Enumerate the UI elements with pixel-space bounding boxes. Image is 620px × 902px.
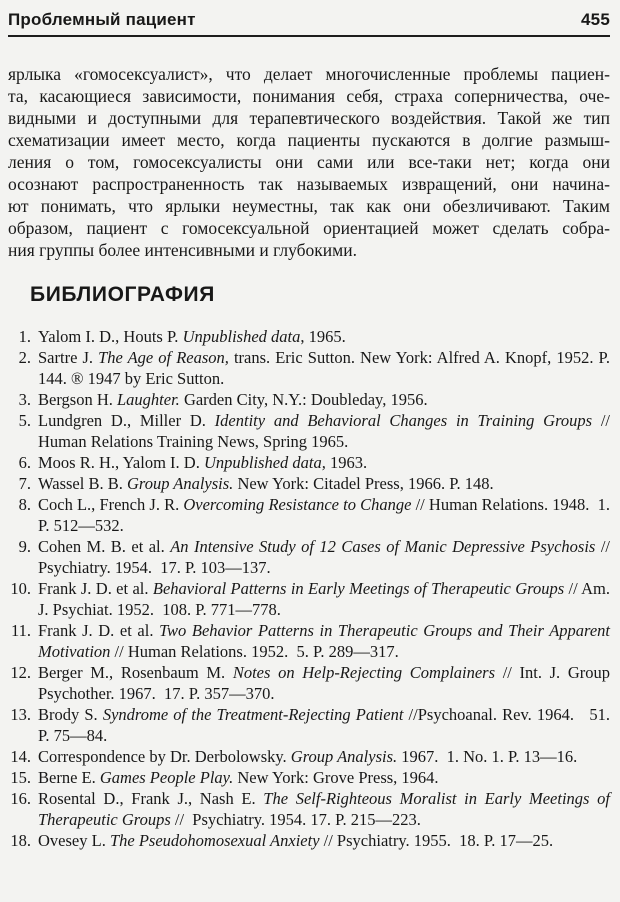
entry-number: 15. xyxy=(10,768,31,787)
bibliography-entry xyxy=(8,746,610,767)
entry-title-italic: Behavioral Patterns in Early Meetings of Therapeutic Groups xyxy=(152,579,565,598)
bibliography-entry xyxy=(8,326,610,347)
bibliography-entry xyxy=(8,662,610,704)
entry-text-segment: New York: Grove Press, 1964. xyxy=(233,768,439,787)
entry-text-segment: Berger M., Rosenbaum M. xyxy=(38,663,233,682)
bibliography-entry xyxy=(8,410,610,452)
entry-number: 1. xyxy=(18,327,31,346)
entry-text-segment: Moos R. H., Yalom I. D. xyxy=(38,453,204,472)
entry-title-italic: Unpublished data, xyxy=(203,453,326,472)
entry-title-italic: The Pseudohomosexual Anxiety xyxy=(109,831,320,850)
entry-text-segment: // Int. J. Group Psychother. 1967. 17. P. 357—370. xyxy=(38,663,610,703)
entry-text xyxy=(38,473,610,494)
entry-title-italic: Group Analysis. xyxy=(126,474,234,493)
entry-text xyxy=(38,389,610,410)
entry-text xyxy=(38,788,610,830)
entry-text xyxy=(38,620,610,662)
entry-text-segment: trans. Eric Sutton. New York: Alfred A. Knopf, 1952. P. 144. ® 1947 by Eric Sutton. xyxy=(38,348,610,388)
paragraph-line: ют понимать, что ярлыки неуместны, так как они обезличивают. Таким xyxy=(8,196,610,216)
page-header xyxy=(8,8,610,32)
entry-text-segment: Yalom I. D., Houts P. xyxy=(38,327,183,346)
entry-text-segment: Cohen M. B. et al. xyxy=(38,537,171,556)
entry-text xyxy=(38,326,610,347)
bibliography-heading: БИБЛИОГРАФИЯ xyxy=(30,283,215,306)
entry-text-segment: Brody S. xyxy=(38,705,103,724)
entry-title-italic: Games People Play. xyxy=(99,768,234,787)
entry-text-segment: Correspondence by Dr. Derbolowsky. xyxy=(38,747,291,766)
entry-text-segment: // Human Relations. 1948. 1. P. 512—532. xyxy=(38,495,610,535)
entry-text-segment: // Am. J. Psychiat. 1952. 108. P. 771—778. xyxy=(38,579,610,619)
entry-text-segment: Garden City, N.Y.: Doubleday, 1956. xyxy=(179,390,428,409)
entry-text-segment: Rosental D., Frank J., Nash E. xyxy=(38,789,264,808)
entry-text-segment: Sartre J. xyxy=(38,348,99,367)
entry-text xyxy=(38,746,610,767)
entry-text-segment: // Human Relations Training News, Spring 1965. xyxy=(38,411,610,451)
paragraph-line: схематизации имеет место, когда пациенты пускаются в долгие размыш- xyxy=(8,130,610,150)
entry-number: 5. xyxy=(18,411,31,430)
entry-title-italic: Two Behavior Patterns in Therapeutic Groups and Their Apparent Motivation xyxy=(38,621,610,661)
entry-title-italic: Unpublished data xyxy=(182,327,301,346)
entry-title-italic: Identity and Behavioral Changes in Training Groups xyxy=(214,411,593,430)
entry-text-segment: Lundgren D., Miller D. xyxy=(38,411,215,430)
bibliography-entry xyxy=(8,788,610,830)
entry-title-italic: Notes on Help-Rejecting Complainers xyxy=(232,663,496,682)
entry-text xyxy=(38,767,610,788)
bibliography-entry xyxy=(8,704,610,746)
entry-text-segment: Bergson H. xyxy=(38,390,117,409)
bibliography-list xyxy=(8,326,610,851)
paragraph-line: ярлыка «гомосексуалист», что делает многочисленные проблемы пациен- xyxy=(8,64,610,84)
paragraph-line: образом, пациент с гомосексуальной ориентацией может сделать собра- xyxy=(8,218,610,238)
entry-number: 14. xyxy=(10,747,31,766)
entry-title-italic: The Self-Righteous Moralist in Early Meetings of Therapeutic Groups xyxy=(38,789,610,829)
entry-text xyxy=(38,662,610,704)
paragraph-line: видными и доступными для терапевтического воздействия. Такой же тип xyxy=(8,108,610,128)
entry-number: 6. xyxy=(18,453,31,472)
entry-text-segment: // Psychiatry. 1954. 17. P. 103—137. xyxy=(38,537,610,577)
entry-text xyxy=(38,494,610,536)
entry-text-segment: Wassel B. B. xyxy=(38,474,127,493)
entry-text-segment: Frank J. D. et al. xyxy=(38,579,153,598)
entry-number: 9. xyxy=(18,537,31,556)
entry-text xyxy=(38,452,610,473)
bibliography-entry xyxy=(8,473,610,494)
entry-title-italic: Syndrome of the Treatment-Rejecting Patient xyxy=(102,705,404,724)
paragraph-line: та, касающиеся зависимости, понимания себя, страха соперничества, оче- xyxy=(8,86,610,106)
entry-number: 13. xyxy=(10,705,31,724)
entry-text-segment: // Human Relations. 1952. 5. P. 289—317. xyxy=(110,642,399,661)
bibliography-entry xyxy=(8,536,610,578)
entry-number: 16. xyxy=(10,789,31,808)
entry-number: 11. xyxy=(10,621,31,640)
bibliography-entry xyxy=(8,830,610,851)
paragraph-line: осознают распространенность так называемых извращений, они начина- xyxy=(8,174,610,194)
entry-text-segment: //Psychoanal. Rev. 1964. 51. P. 75—84. xyxy=(38,705,611,745)
entry-text-segment: , 1965. xyxy=(300,327,346,346)
bibliography-entry xyxy=(8,347,610,389)
bibliography-entry xyxy=(8,494,610,536)
entry-number: 3. xyxy=(18,390,31,409)
bibliography-entry xyxy=(8,578,610,620)
bibliography-entry xyxy=(8,767,610,788)
paragraph-line: ления о том, гомосексуалисты они сами или все-таки нет; когда они xyxy=(8,152,610,172)
header-rule xyxy=(8,35,610,37)
bibliography-entry xyxy=(8,452,610,473)
entry-text-segment: // Psychiatry. 1955. 18. P. 17—25. xyxy=(319,831,554,850)
entry-text-segment: // Psychiatry. 1954. 17. P. 215—223. xyxy=(170,810,421,829)
body-paragraph xyxy=(8,63,610,261)
entry-text-segment: Frank J. D. et al. xyxy=(38,621,160,640)
entry-text-segment: 1967. 1. No. 1. P. 13—16. xyxy=(397,747,578,766)
entry-text xyxy=(38,578,610,620)
paragraph-line: ния группы более интенсивными и глубокими. xyxy=(8,240,357,260)
entry-title-italic: Laughter. xyxy=(117,390,180,409)
entry-number: 2. xyxy=(18,348,31,367)
entry-title-italic: An Intensive Study of 12 Cases of Manic Depressive Psychosis xyxy=(170,537,596,556)
entry-title-italic: Overcoming Resistance to Change xyxy=(183,495,412,514)
entry-number: 12. xyxy=(10,663,31,682)
entry-number: 10. xyxy=(10,579,31,598)
entry-number: 8. xyxy=(18,495,31,514)
entry-text xyxy=(38,704,610,746)
entry-title-italic: The Age of Reason, xyxy=(98,348,229,367)
entry-number: 7. xyxy=(18,474,31,493)
entry-text-segment: New York: Citadel Press, 1966. P. 148. xyxy=(233,474,494,493)
entry-text xyxy=(38,830,610,851)
entry-text-segment: Ovesey L. xyxy=(38,831,110,850)
bibliography-entry xyxy=(8,620,610,662)
entry-text-segment: 1963. xyxy=(325,453,368,472)
entry-text-segment: Berne E. xyxy=(38,768,100,787)
entry-text xyxy=(38,410,610,452)
entry-text xyxy=(38,536,610,578)
page-number: 455 xyxy=(581,10,610,29)
entry-number: 18. xyxy=(10,831,31,850)
entry-text xyxy=(38,347,610,389)
entry-text-segment: Coch L., French J. R. xyxy=(38,495,184,514)
running-head: Проблемный пациент xyxy=(8,10,196,29)
entry-title-italic: Group Analysis. xyxy=(290,747,398,766)
bibliography-entry xyxy=(8,389,610,410)
